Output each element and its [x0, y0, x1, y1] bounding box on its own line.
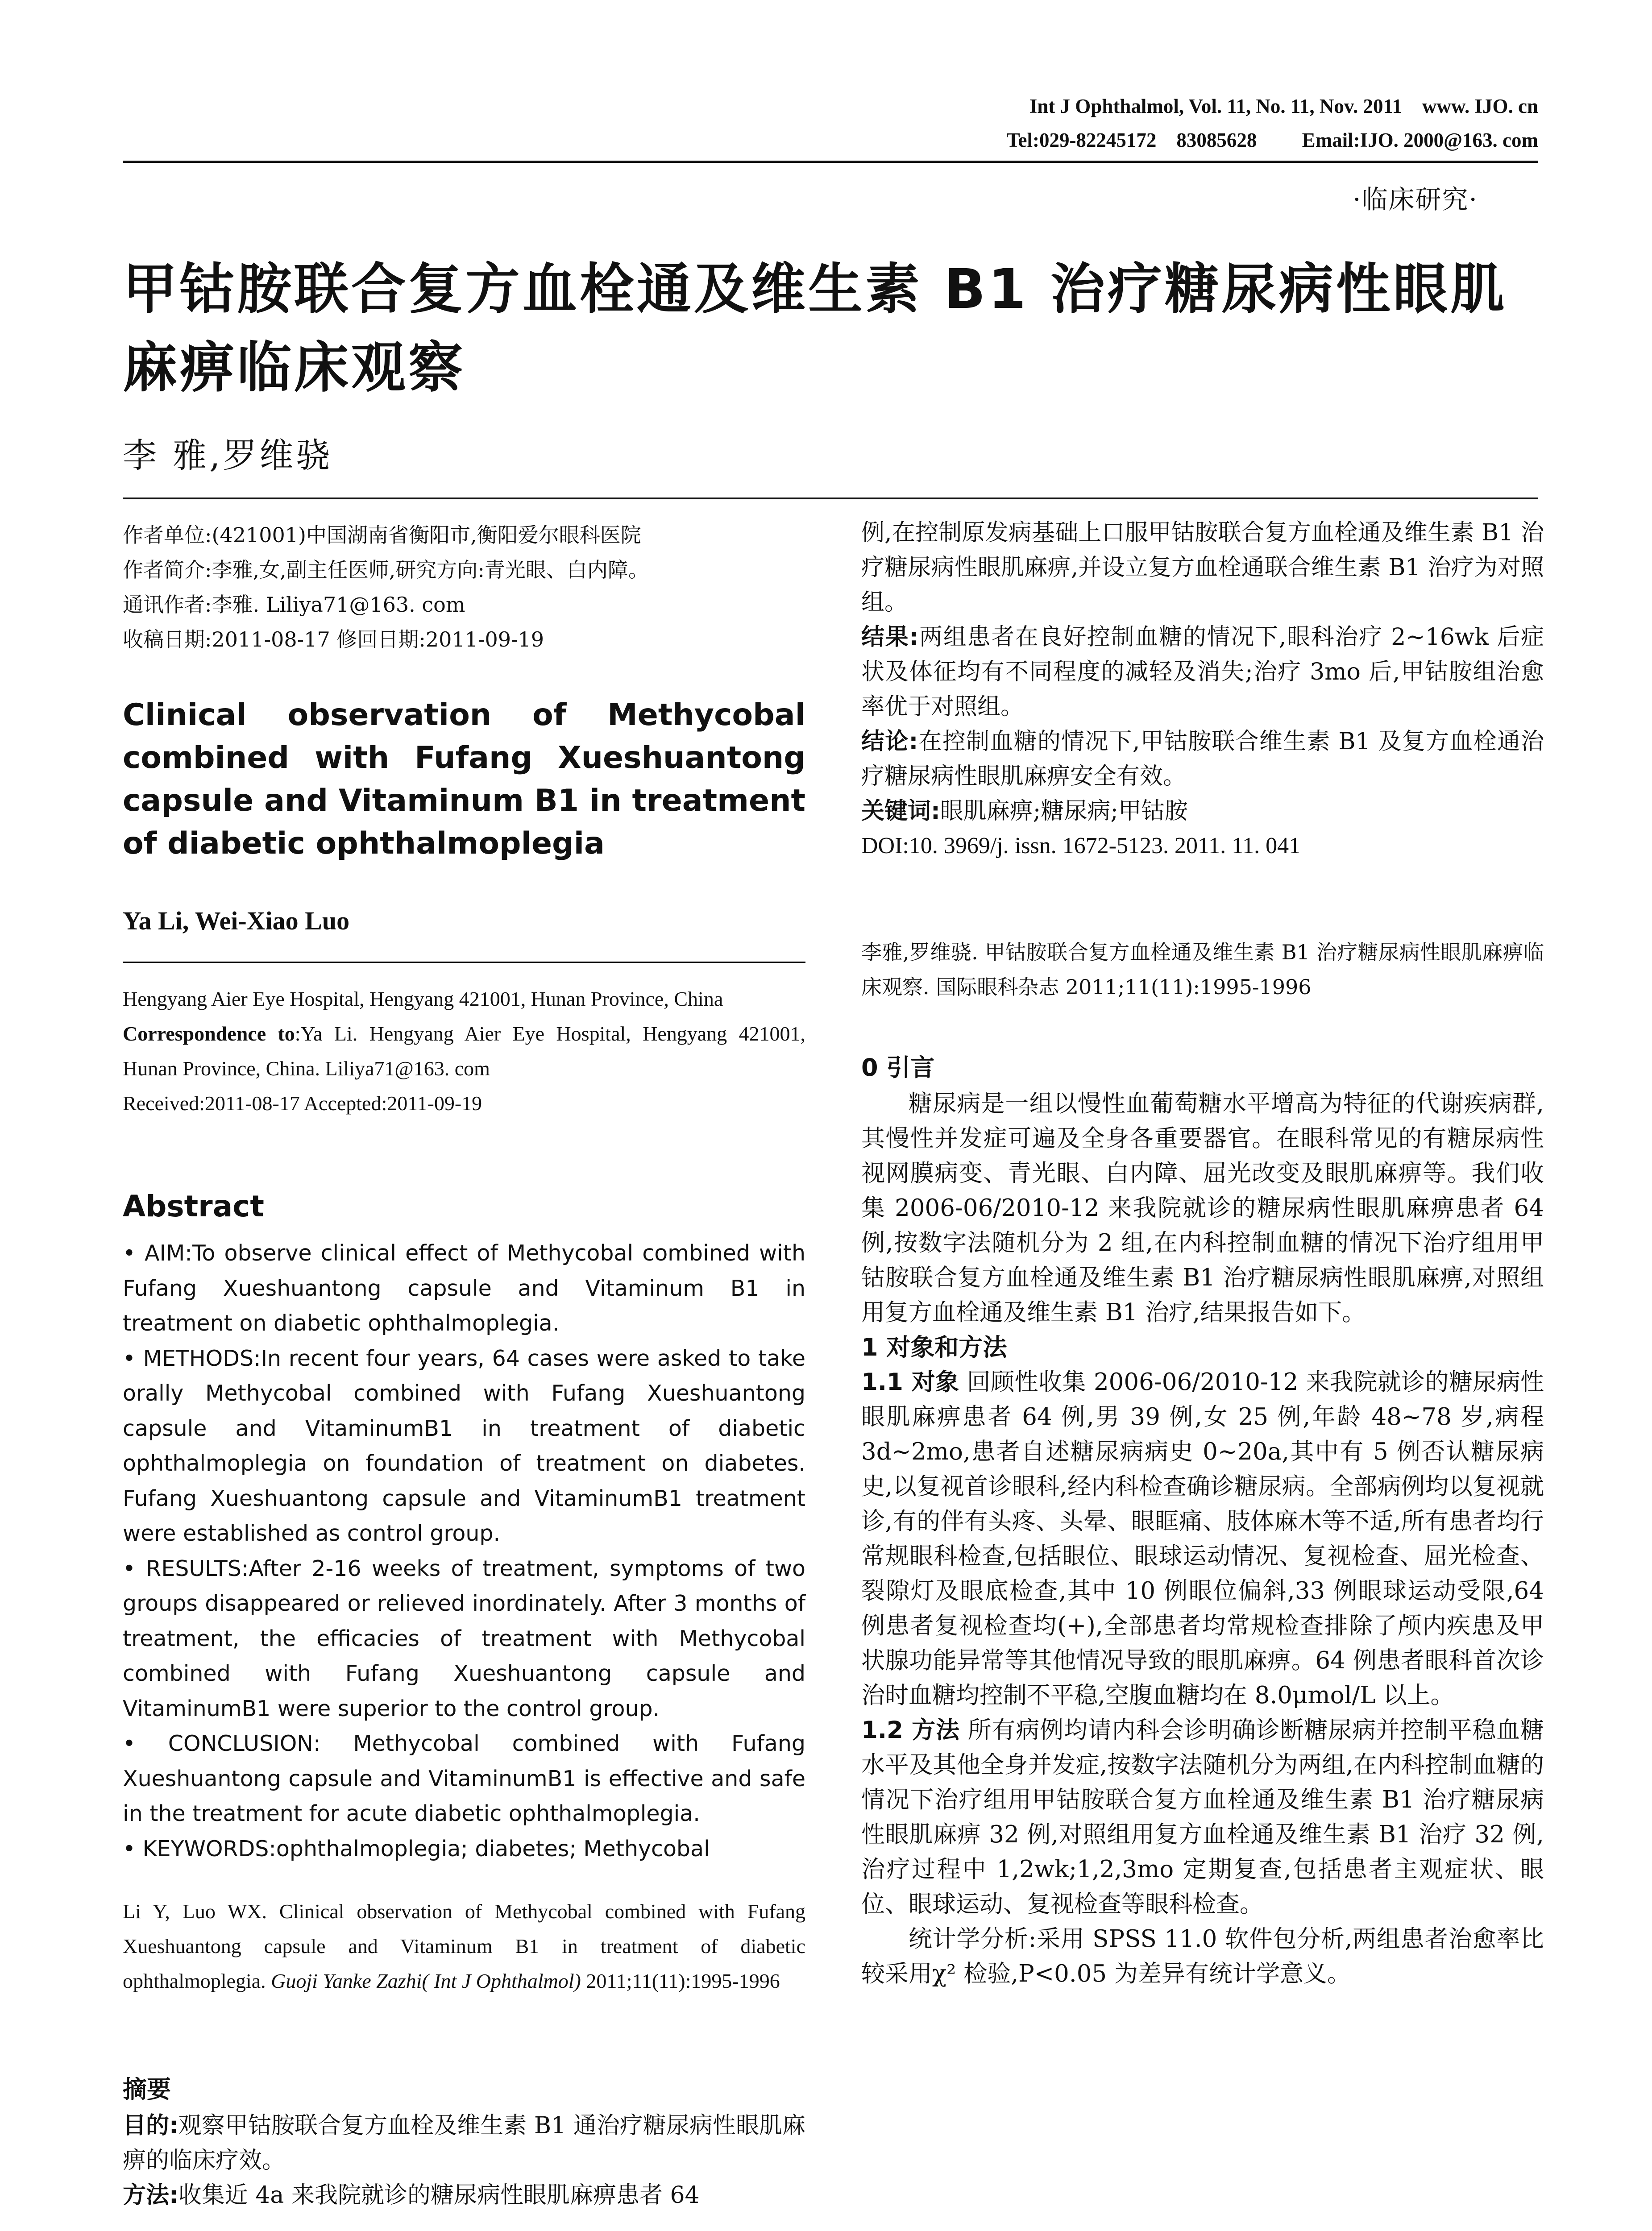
- s12-text: 所有病例均请内科会诊明确诊断糖尿病并控制平稳血糖水平及其他全身并发症,按数字法随机分为两组,在内科控制血糖的情况下治疗组用甲钴胺联合复方血栓通及维生素 B1 治疗糖尿病性眼肌麻痹 32 例,对照组用复方血栓通及维生素 B1 治疗 32 例,治疗过程中 1,2wk;1,2,3mo 定期复查,包括患者主观症状、眼位、眼球运动、复视检查等眼科检查。: [861, 1717, 1544, 1918]
- cn-conclusion-label: 结论:: [861, 728, 918, 755]
- s12-label: 1.2 方法: [861, 1717, 960, 1744]
- citation-en: [123, 1894, 805, 1999]
- abstract-cn-left: [123, 2108, 805, 2213]
- cn-keywords-label: 关键词:: [861, 798, 940, 825]
- author-unit: 作者单位:(421001)中国湖南省衡阳市,衡阳爱尔眼科医院: [123, 523, 641, 547]
- english-authors: Ya Li, Wei-Xiao Luo: [123, 906, 350, 935]
- citation-en-journal: Guoji Yanke Zazhi( Int J Ophthalmol): [271, 1970, 581, 1992]
- cn-methods-label: 方法:: [123, 2182, 178, 2209]
- abstract-cn-heading: 摘要: [123, 2075, 171, 2103]
- abstract-methods: • METHODS:In recent four years, 64 cases were asked to take orally Methycobal combined with Fufang Xueshuantong capsule and VitaminumB1 in treatment of diabetic ophthalmoplegia on foundation of treatment on diabetes. Fufang Xueshuantong capsule and VitaminumB1 treatment were established as control group.: [123, 1345, 805, 1546]
- citation-cn-text: 李雅,罗维骁. 甲钴胺联合复方血栓通及维生素 B1 治疗糖尿病性眼肌麻痹临床观察. 国际眼科杂志 2011;11(11):1995-1996: [861, 940, 1544, 999]
- citation-cn: [861, 935, 1544, 1004]
- citation-en-pre: Li Y, Luo WX. Clinical observation of Methycobal combined with Fufang Xueshuantong capsule and Vitaminum B1 in treatment of diabetic ophthalmoplegia.: [123, 1900, 805, 1992]
- journal-contact: Tel:029-82245172 83085628 Email:IJO. 2000@163. com: [1006, 129, 1538, 151]
- doi: DOI:10. 3969/j. issn. 1672-5123. 2011. 11. 041: [861, 833, 1301, 858]
- intro-heading: 0 引言: [861, 1053, 935, 1082]
- abstract-en: [123, 1236, 805, 1866]
- abstract-aim: • AIM:To observe clinical effect of Methycobal combined with Fufang Xueshuantong capsule and Vitaminum B1 in treatment on diabetic ophthalmoplegia.: [123, 1240, 805, 1336]
- corresponding-author: 通讯作者:李雅. Liliya71@163. com: [123, 593, 465, 617]
- abstract-conclusion: • CONCLUSION: Methycobal combined with Fufang Xueshuantong capsule and VitaminumB1 is effective and safe in the treatment for acute diabetic ophthalmoplegia.: [123, 1731, 805, 1826]
- correspondence-label: Correspondence to: [123, 1022, 295, 1045]
- section1-heading: 1 对象和方法: [861, 1333, 1007, 1361]
- cn-aim-label: 目的:: [123, 2112, 178, 2139]
- affiliation-dates: Received:2011-08-17 Accepted:2011-09-19: [123, 1092, 482, 1115]
- cn-aim: 观察甲钴胺联合复方血栓及维生素 B1 通治疗糖尿病性眼肌麻痹的临床疗效。: [123, 2112, 806, 2174]
- cn-keywords: 眼肌麻痹;糖尿病;甲钴胺: [940, 798, 1188, 825]
- title-rule: [123, 498, 1538, 499]
- journal-header: Int J Ophthalmol, Vol. 11, No. 11, Nov. 2011 www. IJO. cn: [1029, 95, 1538, 117]
- author-meta: [123, 518, 805, 657]
- section-tag: ·临床研究·: [1353, 184, 1478, 215]
- english-title: Clinical observation of Methycobal combined with Fufang Xueshuantong capsule and Vitaminum B1 in treatment of diabetic ophthalmoplegia: [123, 697, 805, 861]
- cn-conclusion: 在控制血糖的情况下,甲钴胺联合维生素 B1 及复方血栓通治疗糖尿病性眼肌麻痹安全有效。: [861, 728, 1544, 790]
- author-bio: 作者简介:李雅,女,副主任医师,研究方向:青光眼、白内障。: [123, 558, 649, 582]
- cn-methods-start: 收集近 4a 来我院就诊的糖尿病性眼肌麻痹患者 64: [178, 2182, 700, 2209]
- citation-en-post: 2011;11(11):1995-1996: [581, 1970, 780, 1992]
- abstract-heading: Abstract: [123, 1189, 264, 1223]
- abstract-keywords: • KEYWORDS:ophthalmoplegia; diabetes; Methycobal: [123, 1836, 710, 1862]
- intro-paragraph: 糖尿病是一组以慢性血葡萄糖水平增高为特征的代谢疾病群,其慢性并发症可遍及全身各重要器官。在眼科常见的有糖尿病性视网膜病变、青光眼、白内障、屈光改变及眼肌麻痹等。我们收集 2006-06/2010-12 来我院就诊的糖尿病性眼肌麻痹患者 64 例,按数字法随机分为 2 组,在内科控制血糖的情况下治疗组用甲钴胺联合复方血栓通及维生素 B1 治疗糖尿病性眼肌麻痹,对照组用复方血栓通及维生素 B1 治疗,结果报告如下。: [861, 1090, 1544, 1326]
- correspondence-text: :Ya Li. Hengyang Aier Eye Hospital, Hengyang 421001, Hunan Province, China. Liliya71@163. com: [123, 1022, 805, 1080]
- cn-results: 两组患者在良好控制血糖的情况下,眼科治疗 2~16wk 后症状及体征均有不同程度的减轻及消失;治疗 3mo 后,甲钴胺组治愈率优于对照组。: [861, 624, 1544, 720]
- article-title: 甲钴胺联合复方血栓通及维生素 B1 治疗糖尿病性眼肌麻痹临床观察: [123, 257, 1507, 399]
- header-rule: [123, 161, 1538, 163]
- affiliation-institution: Hengyang Aier Eye Hospital, Hengyang 421001, Hunan Province, China: [123, 987, 723, 1010]
- stats-paragraph: 统计学分析:采用 SPSS 11.0 软件包分析,两组患者治愈率比较采用χ² 检验,P<0.05 为差异有统计学意义。: [861, 1925, 1544, 1987]
- affil-rule: [123, 962, 805, 963]
- s11-label: 1.1 对象: [861, 1368, 959, 1396]
- abstract-cn-right: [861, 515, 1544, 863]
- s11-text: 回顾性收集 2006-06/2010-12 来我院就诊的糖尿病性眼肌麻痹患者 64 例,男 39 例,女 25 例,年龄 48~78 岁,病程 3d~2mo,患者自述糖尿病病史 0~20a,其中有 5 例否认糖尿病史,以复视首诊眼科,经内科检查确诊糖尿病。全部病例均以复视就诊,有的伴有头疼、头晕、眼眶痛、肢体麻木等不适,所有患者均行常规眼科检查,包括眼位、眼球运动情况、复视检查、屈光检查、裂隙灯及眼底检查,其中 10 例眼位偏斜,33 例眼球运动受限,64 例患者复视检查均(+),全部患者均常规检查排除了颅内疾患及甲状腺功能异常等其他情况导致的眼肌麻痹。64 例患者眼科首次诊治时血糖均控制不平稳,空腹血糖均在 8.0μmol/L 以上。: [861, 1368, 1544, 1709]
- affiliation-correspondence: [123, 1016, 805, 1086]
- authors-cn: 李 雅,罗维骁: [123, 435, 333, 475]
- received-dates: 收稿日期:2011-08-17 修回日期:2011-09-19: [123, 627, 544, 651]
- cn-methods-cont: 例,在控制原发病基础上口服甲钴胺联合复方血栓通及维生素 B1 治疗糖尿病性眼肌麻痹,并设立复方血栓通联合维生素 B1 治疗为对照组。: [861, 519, 1544, 616]
- abstract-results: • RESULTS:After 2-16 weeks of treatment, symptoms of two groups disappeared or relieved inordinately. After 3 months of treatment, the efficacies of treatment with Methycobal combined with Fufang Xueshuantong capsule and VitaminumB1 were superior to the control group.: [123, 1555, 805, 1721]
- cn-results-label: 结果:: [861, 624, 919, 651]
- affiliation: [123, 982, 805, 1121]
- body-text: [861, 1086, 1544, 1991]
